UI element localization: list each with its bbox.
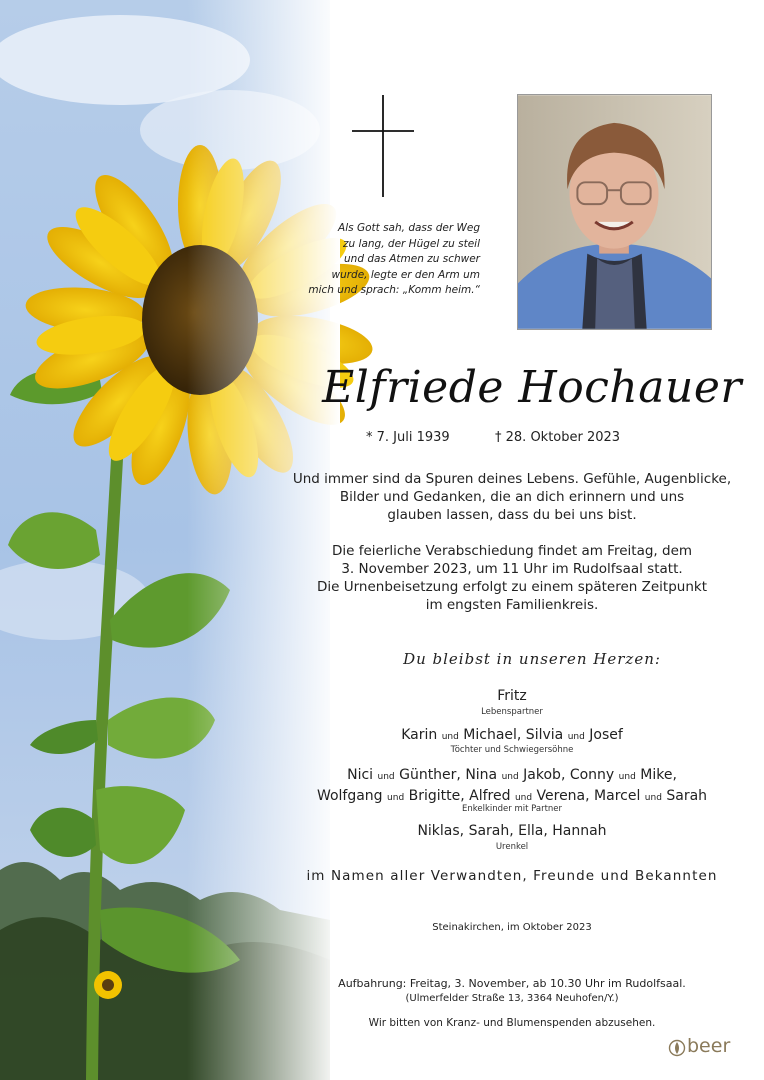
funeral-home-logo — [668, 1036, 738, 1060]
memorial-text — [270, 470, 754, 524]
text-line: Die Urnenbeisetzung erfolgt zu einem späteren Zeitpunkt — [316, 579, 707, 595]
text-line: glauben lassen, dass du bei uns bist. — [387, 507, 637, 523]
text-line: im engsten Familienkreis. — [425, 597, 599, 613]
beer-logo-icon — [668, 1039, 686, 1057]
conjunction: und — [501, 772, 519, 782]
mourner-name: Wolfgang — [316, 788, 383, 804]
mourner-name: Nici — [347, 767, 374, 783]
mourner-name: Michael, Silvia — [463, 727, 564, 743]
text-line: Bilder und Gedanken, die an dich erinnern und uns — [339, 489, 685, 505]
conjunction: und — [441, 732, 459, 742]
mourner-name: Sarah — [666, 788, 708, 804]
mourner-names: Fritz — [497, 688, 527, 704]
mourner-name: Brigitte, Alfred — [408, 788, 511, 804]
deceased-name: Elfriede Hochauer — [322, 362, 742, 413]
mourner-relation: Lebenspartner — [481, 707, 543, 717]
text-line: Die feierliche Verabschiedung findet am Freitag, dem — [331, 543, 693, 559]
quote-line: und das Atmen zu schwer — [344, 253, 480, 265]
donation-note: Wir bitten von Kranz- und Blumenspenden abzusehen. — [368, 1017, 656, 1029]
motto: Du bleibst in unseren Herzen: — [403, 650, 661, 668]
lying-in-state-address: (Ulmerfelder Straße 13, 3364 Neuhofen/Y.) — [405, 993, 619, 1004]
birth-date: * 7. Juli 1939 — [366, 430, 450, 445]
death-date: † 28. Oktober 2023 — [495, 430, 621, 445]
quote-line: wurde, legte er den Arm um — [331, 268, 480, 281]
conjunction: und — [567, 732, 585, 742]
mourner-names: Niklas, Sarah, Ella, Hannah — [417, 823, 607, 839]
conjunction: und — [618, 772, 636, 782]
memorial-quote — [300, 221, 480, 299]
mourner-name: Jakob, Conny — [523, 767, 615, 783]
text-line: 3. November 2023, um 11 Uhr im Rudolfsaal statt. — [341, 561, 683, 577]
conjunction: und — [377, 772, 395, 782]
mourner-relation: Enkelkinder mit Partner — [461, 804, 563, 814]
portrait-photo — [517, 94, 712, 330]
quote-line: mich und sprach: „Komm heim.“ — [308, 284, 480, 296]
quote-line: Als Gott sah, dass der Weg — [338, 222, 480, 234]
mourner-name: Josef — [589, 727, 623, 743]
conjunction: und — [514, 793, 533, 803]
conjunction: und — [387, 793, 405, 803]
lying-in-state-line: Aufbahrung: Freitag, 3. November, ab 10.30 Uhr im Rudolfsaal. — [338, 977, 686, 990]
family-line: im Namen aller Verwandten, Freunde und Bekannten — [306, 868, 718, 884]
mourner-names — [270, 766, 754, 808]
text-line: Und immer sind da Spuren deines Lebens. Gefühle, Augenblicke, — [292, 471, 732, 487]
logo-text: beer — [687, 1035, 731, 1057]
quote-line: zu lang, der Hügel zu steil — [343, 237, 480, 250]
mourner-names — [270, 726, 754, 747]
place-date: Steinakirchen, im Oktober 2023 — [432, 922, 592, 933]
mourner-name: Verena, Marcel — [536, 788, 641, 804]
mourner-relation: Töchter und Schwiegersöhne — [450, 745, 574, 755]
lying-in-state — [270, 976, 754, 1006]
mourner-name: Karin — [401, 727, 438, 743]
cross-icon — [352, 95, 414, 197]
mourner-name: Mike, — [640, 767, 677, 783]
mourner-relation: Urenkel — [495, 842, 529, 852]
conjunction: und — [644, 793, 662, 803]
mourner-name: Günther, Nina — [399, 767, 498, 783]
ceremony-text — [270, 542, 754, 614]
